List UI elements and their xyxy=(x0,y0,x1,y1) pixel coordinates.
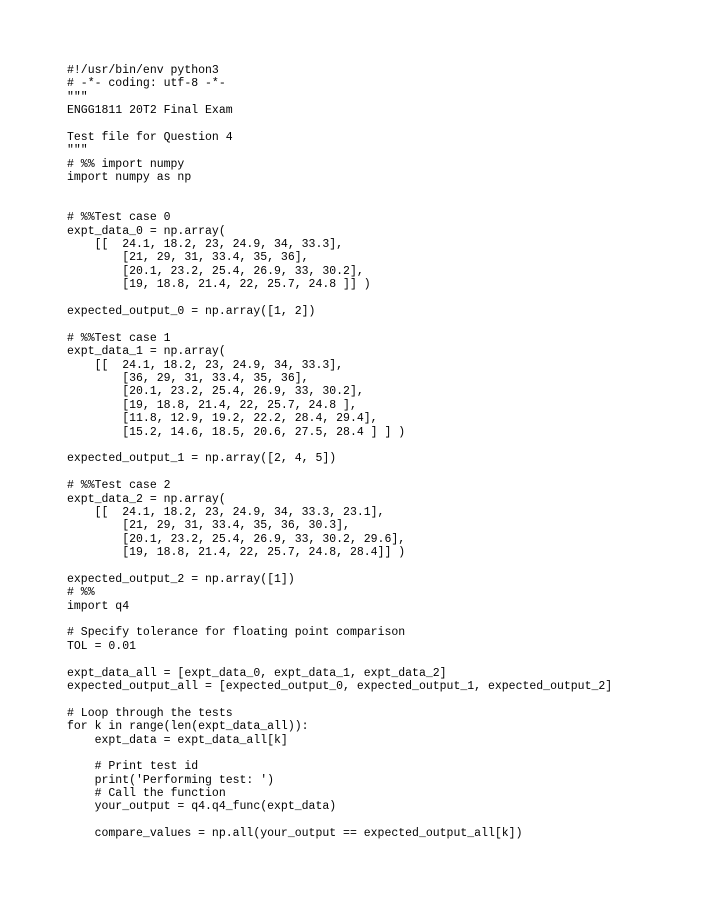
code-line: import numpy as np xyxy=(67,171,192,185)
code-line xyxy=(67,693,612,706)
code-line: print('Performing test: ') xyxy=(67,773,275,787)
code-line xyxy=(67,292,612,305)
code-line: [11.8, 12.9, 19.2, 22.2, 28.4, 29.4], xyxy=(67,412,378,426)
code-line: compare_values = np.all(your_output == expected_output_all[k]) xyxy=(67,827,523,841)
code-line: """ xyxy=(67,144,88,158)
code-line xyxy=(67,747,612,760)
code-line: [19, 18.8, 21.4, 22, 25.7, 24.8 ], xyxy=(67,398,357,412)
code-line xyxy=(67,439,612,452)
code-line: TOL = 0.01 xyxy=(67,639,137,653)
code-listing xyxy=(67,64,612,841)
code-line: Test file for Question 4 xyxy=(67,130,233,144)
code-line: [20.1, 23.2, 25.4, 26.9, 33, 30.2, 29.6], xyxy=(67,532,406,546)
code-line: ENGG1811 20T2 Final Exam xyxy=(67,104,233,118)
code-line: [19, 18.8, 21.4, 22, 25.7, 24.8, 28.4]] ) xyxy=(67,546,406,560)
code-line: #!/usr/bin/env python3 xyxy=(67,64,219,77)
code-line: for k in range(len(expt_data_all)): xyxy=(67,720,309,734)
code-line: # %%Test case 2 xyxy=(67,479,171,493)
code-line xyxy=(67,559,612,572)
code-line: expt_data = expt_data_all[k] xyxy=(67,733,288,747)
code-line: [21, 29, 31, 33.4, 35, 36, 30.3], xyxy=(67,519,350,533)
code-line: expected_output_0 = np.array([1, 2]) xyxy=(67,305,316,319)
code-line: expt_data_0 = np.array( xyxy=(67,224,226,238)
code-line: # %%Test case 0 xyxy=(67,211,171,225)
code-line: expt_data_all = [expt_data_0, expt_data_1, expt_data_2] xyxy=(67,666,447,680)
code-line: # Print test id xyxy=(67,760,199,774)
code-line xyxy=(67,466,612,479)
code-line: # %% xyxy=(67,586,95,600)
code-line: expt_data_1 = np.array( xyxy=(67,345,226,359)
code-line: expt_data_2 = np.array( xyxy=(67,492,226,506)
code-line: # Specify tolerance for floating point comparison xyxy=(67,626,406,640)
code-line: [15.2, 14.6, 18.5, 20.6, 27.5, 28.4 ] ] ) xyxy=(67,425,406,439)
code-line: [[ 24.1, 18.2, 23, 24.9, 34, 33.3], xyxy=(67,238,344,252)
code-line: # -*- coding: utf-8 -*- xyxy=(67,77,226,91)
code-line: # %%Test case 1 xyxy=(67,331,171,345)
code-line: expected_output_2 = np.array([1]) xyxy=(67,572,295,586)
code-line: your_output = q4.q4_func(expt_data) xyxy=(67,800,337,814)
code-line: [21, 29, 31, 33.4, 35, 36], xyxy=(67,251,309,265)
code-line: expected_output_all = [expected_output_0, expected_output_1, expected_output_2] xyxy=(67,679,613,693)
code-line: [20.1, 23.2, 25.4, 26.9, 33, 30.2], xyxy=(67,264,364,278)
code-line: expected_output_1 = np.array([2, 4, 5]) xyxy=(67,452,337,466)
code-line xyxy=(67,185,612,198)
code-line: [[ 24.1, 18.2, 23, 24.9, 34, 33.3, 23.1], xyxy=(67,505,385,519)
code-line xyxy=(67,198,612,211)
code-line: """ xyxy=(67,90,88,104)
code-line xyxy=(67,814,612,827)
code-line: [[ 24.1, 18.2, 23, 24.9, 34, 33.3], xyxy=(67,358,344,372)
code-line xyxy=(67,318,612,331)
code-line xyxy=(67,613,612,626)
code-line: [19, 18.8, 21.4, 22, 25.7, 24.8 ]] ) xyxy=(67,278,371,292)
code-line xyxy=(67,118,612,131)
code-line: [20.1, 23.2, 25.4, 26.9, 33, 30.2], xyxy=(67,385,364,399)
code-line xyxy=(67,653,612,666)
code-line: # Call the function xyxy=(67,787,226,801)
code-line: [36, 29, 31, 33.4, 35, 36], xyxy=(67,371,309,385)
code-line: # %% import numpy xyxy=(67,157,185,171)
code-line: import q4 xyxy=(67,599,130,613)
code-line: # Loop through the tests xyxy=(67,706,233,720)
